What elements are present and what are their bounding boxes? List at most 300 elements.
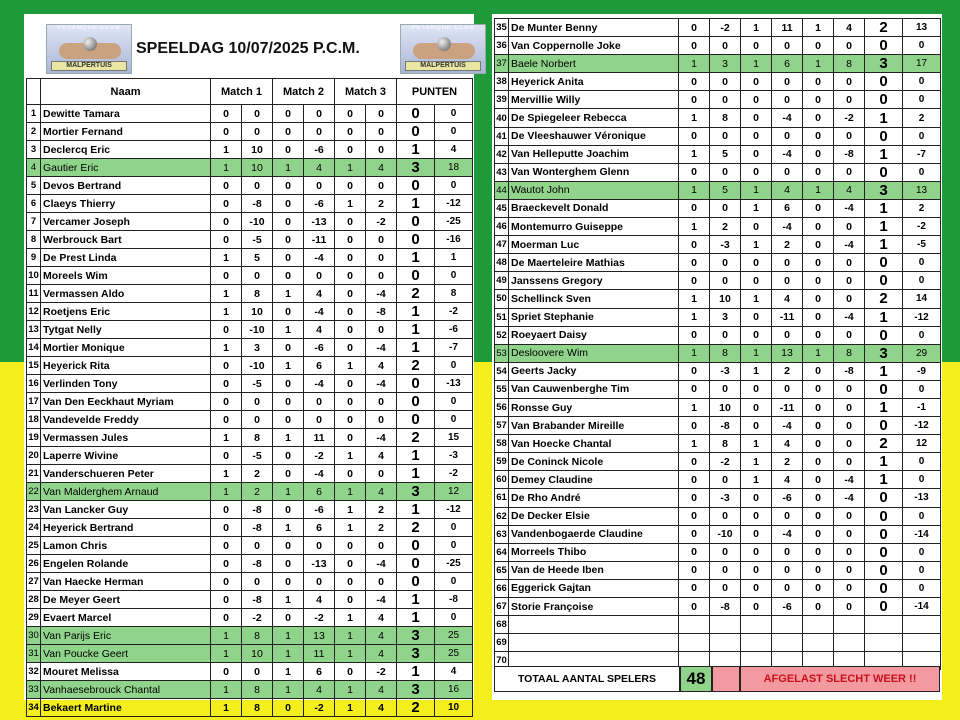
table-row bbox=[27, 573, 473, 591]
match2-score: 4 bbox=[304, 159, 335, 177]
total-points: 0 bbox=[397, 177, 435, 195]
match3-won: 0 bbox=[803, 453, 834, 471]
match1-score: 8 bbox=[242, 429, 273, 447]
match3-score: 0 bbox=[834, 290, 865, 308]
match2-won: 1 bbox=[273, 681, 304, 699]
match3-won: 1 bbox=[335, 519, 366, 537]
point-difference: 0 bbox=[435, 105, 473, 123]
match1-score: 0 bbox=[710, 380, 741, 398]
match1-won: 0 bbox=[211, 663, 242, 681]
player-number: 65 bbox=[495, 561, 509, 579]
match3-score: -4 bbox=[366, 591, 397, 609]
table-row bbox=[495, 525, 941, 543]
table-row bbox=[495, 199, 941, 217]
match1-score: 5 bbox=[710, 145, 741, 163]
club-logo-left bbox=[46, 24, 132, 74]
match2-won: 0 bbox=[741, 127, 772, 145]
match3-score: 0 bbox=[834, 453, 865, 471]
match2-score: -13 bbox=[304, 213, 335, 231]
player-number: 10 bbox=[27, 267, 41, 285]
match2-won: 1 bbox=[273, 429, 304, 447]
logo-top-text: PETANQUE CLUB bbox=[411, 25, 475, 31]
match2-score: 0 bbox=[772, 272, 803, 290]
match1-score: -8 bbox=[242, 501, 273, 519]
player-name: Van Poucke Geert bbox=[41, 645, 211, 663]
match3-score: 0 bbox=[834, 525, 865, 543]
total-points: 1 bbox=[397, 321, 435, 339]
match2-won: 1 bbox=[741, 344, 772, 362]
match2-score: 0 bbox=[772, 326, 803, 344]
player-name: Werbrouck Bart bbox=[41, 231, 211, 249]
total-points: 1 bbox=[865, 236, 903, 254]
match1-won: 0 bbox=[211, 195, 242, 213]
match3-won: 0 bbox=[335, 177, 366, 195]
total-points: 1 bbox=[865, 453, 903, 471]
match2-won: 0 bbox=[741, 579, 772, 597]
match3-score: -4 bbox=[366, 339, 397, 357]
match1-won: 1 bbox=[679, 290, 710, 308]
match3-score: 0 bbox=[366, 393, 397, 411]
match2-won: 1 bbox=[273, 519, 304, 537]
player-number: 24 bbox=[27, 519, 41, 537]
total-points: 0 bbox=[397, 267, 435, 285]
match1-won bbox=[679, 616, 710, 634]
match2-score: 0 bbox=[304, 411, 335, 429]
point-difference: 0 bbox=[435, 123, 473, 141]
match3-won: 0 bbox=[803, 398, 834, 416]
player-number: 62 bbox=[495, 507, 509, 525]
match3-won: 0 bbox=[335, 537, 366, 555]
match1-score: 0 bbox=[710, 579, 741, 597]
point-difference: 2 bbox=[903, 199, 941, 217]
point-difference: 0 bbox=[903, 91, 941, 109]
player-number: 15 bbox=[27, 357, 41, 375]
point-difference: 0 bbox=[435, 357, 473, 375]
point-difference: -2 bbox=[435, 303, 473, 321]
match3-score: 0 bbox=[366, 573, 397, 591]
results-table-right bbox=[494, 18, 941, 670]
player-number: 26 bbox=[27, 555, 41, 573]
player-name: Van Coppernolle Joke bbox=[509, 37, 679, 55]
match3-won: 0 bbox=[335, 321, 366, 339]
match2-won: 0 bbox=[741, 272, 772, 290]
table-row bbox=[27, 231, 473, 249]
table-row bbox=[495, 254, 941, 272]
player-name: Storie Françoise bbox=[509, 598, 679, 616]
match3-won: 1 bbox=[803, 344, 834, 362]
match1-won: 0 bbox=[211, 177, 242, 195]
table-row bbox=[495, 236, 941, 254]
total-points: 3 bbox=[397, 645, 435, 663]
match3-score: 0 bbox=[834, 417, 865, 435]
match3-won: 0 bbox=[803, 435, 834, 453]
player-number: 27 bbox=[27, 573, 41, 591]
player-number: 6 bbox=[27, 195, 41, 213]
point-difference: 0 bbox=[903, 561, 941, 579]
match2-score: 13 bbox=[304, 627, 335, 645]
match2-score: 0 bbox=[772, 254, 803, 272]
match3-won: 0 bbox=[803, 543, 834, 561]
match3-won: 0 bbox=[803, 326, 834, 344]
point-difference: 0 bbox=[435, 609, 473, 627]
player-number: 22 bbox=[27, 483, 41, 501]
table-row bbox=[27, 699, 473, 717]
match1-won: 1 bbox=[679, 218, 710, 236]
player-name: De Coninck Nicole bbox=[509, 453, 679, 471]
point-difference: -12 bbox=[435, 195, 473, 213]
player-name: Mouret Melissa bbox=[41, 663, 211, 681]
match2-won: 1 bbox=[273, 357, 304, 375]
player-number: 30 bbox=[27, 627, 41, 645]
total-points: 2 bbox=[865, 290, 903, 308]
point-difference: 0 bbox=[435, 519, 473, 537]
match3-won: 0 bbox=[335, 591, 366, 609]
total-points: 0 bbox=[397, 231, 435, 249]
match3-score: 0 bbox=[834, 543, 865, 561]
match1-won: 0 bbox=[211, 447, 242, 465]
total-points: 0 bbox=[865, 127, 903, 145]
match2-score: 4 bbox=[772, 471, 803, 489]
player-number: 33 bbox=[27, 681, 41, 699]
match3-won bbox=[803, 616, 834, 634]
total-points: 2 bbox=[397, 357, 435, 375]
match2-score: -6 bbox=[304, 501, 335, 519]
match3-score: 0 bbox=[834, 326, 865, 344]
match3-score: -2 bbox=[366, 213, 397, 231]
table-row bbox=[495, 163, 941, 181]
match3-won: 0 bbox=[335, 555, 366, 573]
match1-won: 0 bbox=[211, 267, 242, 285]
match2-score: -4 bbox=[304, 249, 335, 267]
match2-won: 1 bbox=[741, 55, 772, 73]
match2-won: 0 bbox=[273, 411, 304, 429]
match1-score: 0 bbox=[710, 471, 741, 489]
match2-won: 1 bbox=[273, 159, 304, 177]
match1-score: 2 bbox=[242, 483, 273, 501]
point-difference: 29 bbox=[903, 344, 941, 362]
total-points: 1 bbox=[865, 199, 903, 217]
player-number: 45 bbox=[495, 199, 509, 217]
table-row bbox=[27, 609, 473, 627]
match3-won: 0 bbox=[803, 561, 834, 579]
match1-won: 0 bbox=[211, 411, 242, 429]
match2-won: 1 bbox=[741, 236, 772, 254]
match3-score: 0 bbox=[366, 321, 397, 339]
match1-score: -10 bbox=[242, 213, 273, 231]
player-number: 40 bbox=[495, 109, 509, 127]
player-number: 60 bbox=[495, 471, 509, 489]
player-name bbox=[509, 616, 679, 634]
player-name: Roeyaert Daisy bbox=[509, 326, 679, 344]
player-name: Laperre Wivine bbox=[41, 447, 211, 465]
point-difference: -12 bbox=[903, 308, 941, 326]
point-difference: -6 bbox=[435, 321, 473, 339]
total-points: 0 bbox=[397, 213, 435, 231]
match2-score: 0 bbox=[304, 267, 335, 285]
point-difference: 0 bbox=[903, 272, 941, 290]
boule-icon bbox=[437, 37, 451, 51]
total-points: 3 bbox=[397, 483, 435, 501]
total-points: 0 bbox=[865, 272, 903, 290]
match2-score: 2 bbox=[772, 362, 803, 380]
match1-score: 0 bbox=[242, 573, 273, 591]
match3-won: 0 bbox=[803, 362, 834, 380]
match1-won: 0 bbox=[211, 123, 242, 141]
match1-score: 3 bbox=[242, 339, 273, 357]
match1-score: -5 bbox=[242, 447, 273, 465]
point-difference: 0 bbox=[903, 453, 941, 471]
match2-score: 0 bbox=[772, 561, 803, 579]
match2-won: 0 bbox=[741, 543, 772, 561]
player-name bbox=[509, 634, 679, 652]
footer-spacer bbox=[712, 666, 740, 692]
match2-won: 0 bbox=[273, 609, 304, 627]
point-difference: -9 bbox=[903, 362, 941, 380]
match1-score: 8 bbox=[242, 681, 273, 699]
player-number: 67 bbox=[495, 598, 509, 616]
match2-won: 1 bbox=[741, 290, 772, 308]
point-difference: -12 bbox=[435, 501, 473, 519]
player-number: 34 bbox=[27, 699, 41, 717]
match2-won: 0 bbox=[741, 525, 772, 543]
match1-won: 0 bbox=[211, 213, 242, 231]
match3-won: 0 bbox=[335, 375, 366, 393]
total-points: 0 bbox=[397, 105, 435, 123]
player-number: 29 bbox=[27, 609, 41, 627]
table-row bbox=[495, 109, 941, 127]
match3-won: 1 bbox=[335, 609, 366, 627]
point-difference: 1 bbox=[435, 249, 473, 267]
player-name: Dewitte Tamara bbox=[41, 105, 211, 123]
total-points: 1 bbox=[397, 141, 435, 159]
point-difference: 0 bbox=[903, 543, 941, 561]
match2-score: 6 bbox=[304, 357, 335, 375]
match2-won: 1 bbox=[273, 591, 304, 609]
player-name: Vandevelde Freddy bbox=[41, 411, 211, 429]
match1-score: 8 bbox=[710, 109, 741, 127]
total-points: 0 bbox=[397, 555, 435, 573]
match1-score: 0 bbox=[710, 326, 741, 344]
match2-won: 0 bbox=[273, 501, 304, 519]
player-number: 53 bbox=[495, 344, 509, 362]
match1-won: 1 bbox=[679, 435, 710, 453]
match1-won: 0 bbox=[211, 231, 242, 249]
point-difference: -7 bbox=[903, 145, 941, 163]
match1-score: 0 bbox=[710, 254, 741, 272]
match1-won: 0 bbox=[679, 598, 710, 616]
match3-score: 4 bbox=[366, 447, 397, 465]
player-name: Van Brabander Mireille bbox=[509, 417, 679, 435]
match2-won: 0 bbox=[273, 195, 304, 213]
match1-score: 8 bbox=[710, 435, 741, 453]
player-number: 36 bbox=[495, 37, 509, 55]
total-points: 0 bbox=[397, 393, 435, 411]
table-row bbox=[495, 73, 941, 91]
total-points: 1 bbox=[397, 609, 435, 627]
point-difference: 12 bbox=[435, 483, 473, 501]
match3-won: 0 bbox=[335, 339, 366, 357]
match1-score: -10 bbox=[710, 525, 741, 543]
total-points: 1 bbox=[397, 339, 435, 357]
table-row bbox=[495, 308, 941, 326]
match1-won: 0 bbox=[679, 236, 710, 254]
player-number: 61 bbox=[495, 489, 509, 507]
match2-score: 13 bbox=[772, 344, 803, 362]
match2-score: 4 bbox=[304, 591, 335, 609]
match2-score: 0 bbox=[772, 91, 803, 109]
match3-won: 0 bbox=[803, 308, 834, 326]
match3-score: 0 bbox=[366, 249, 397, 267]
match3-won: 1 bbox=[335, 357, 366, 375]
match2-won: 0 bbox=[741, 254, 772, 272]
match1-won bbox=[679, 634, 710, 652]
total-players-label: TOTAAL AANTAL SPELERS bbox=[494, 666, 680, 692]
total-points: 1 bbox=[397, 195, 435, 213]
match1-won: 0 bbox=[679, 471, 710, 489]
match1-won: 0 bbox=[679, 417, 710, 435]
point-difference: 13 bbox=[903, 19, 941, 37]
point-difference: 2 bbox=[903, 109, 941, 127]
match2-score: -11 bbox=[772, 308, 803, 326]
match1-score: -8 bbox=[242, 195, 273, 213]
match1-score: 10 bbox=[242, 141, 273, 159]
match3-won: 0 bbox=[803, 236, 834, 254]
match1-won: 0 bbox=[679, 507, 710, 525]
total-points: 3 bbox=[397, 681, 435, 699]
player-number: 5 bbox=[27, 177, 41, 195]
match2-won: 1 bbox=[273, 321, 304, 339]
match3-score: -8 bbox=[834, 362, 865, 380]
match1-won: 0 bbox=[211, 609, 242, 627]
match3-won: 0 bbox=[335, 393, 366, 411]
point-difference: -13 bbox=[435, 375, 473, 393]
match1-won: 0 bbox=[679, 362, 710, 380]
match1-won: 1 bbox=[211, 429, 242, 447]
table-row bbox=[495, 37, 941, 55]
match2-score: -11 bbox=[304, 231, 335, 249]
match2-won: 0 bbox=[741, 398, 772, 416]
player-name: Vanderschueren Peter bbox=[41, 465, 211, 483]
match3-won: 0 bbox=[335, 249, 366, 267]
table-row bbox=[495, 398, 941, 416]
player-name: Van Malderghem Arnaud bbox=[41, 483, 211, 501]
match1-won: 0 bbox=[679, 525, 710, 543]
match2-won: 0 bbox=[741, 218, 772, 236]
match1-score: -8 bbox=[242, 591, 273, 609]
match2-score: 4 bbox=[772, 181, 803, 199]
match3-won: 0 bbox=[335, 573, 366, 591]
player-number: 59 bbox=[495, 453, 509, 471]
match2-score: 0 bbox=[304, 105, 335, 123]
match3-score: 0 bbox=[834, 218, 865, 236]
player-name: Wautot John bbox=[509, 181, 679, 199]
results-table-left bbox=[26, 78, 473, 717]
match2-won: 0 bbox=[273, 303, 304, 321]
player-number: 46 bbox=[495, 218, 509, 236]
player-name: Evaert Marcel bbox=[41, 609, 211, 627]
player-name: Janssens Gregory bbox=[509, 272, 679, 290]
match1-won: 0 bbox=[679, 579, 710, 597]
point-difference: 0 bbox=[903, 163, 941, 181]
match1-won: 1 bbox=[679, 181, 710, 199]
table-row bbox=[495, 145, 941, 163]
table-header-row bbox=[27, 79, 473, 105]
table-row bbox=[495, 453, 941, 471]
match2-score: -4 bbox=[772, 525, 803, 543]
match1-score: 10 bbox=[242, 303, 273, 321]
player-number: 41 bbox=[495, 127, 509, 145]
point-difference: 0 bbox=[903, 471, 941, 489]
point-difference: 15 bbox=[435, 429, 473, 447]
total-points bbox=[865, 634, 903, 652]
point-difference: -25 bbox=[435, 213, 473, 231]
table-row bbox=[27, 681, 473, 699]
match1-score: -10 bbox=[242, 321, 273, 339]
player-number: 50 bbox=[495, 290, 509, 308]
table-row bbox=[495, 417, 941, 435]
match2-score: 6 bbox=[772, 55, 803, 73]
player-name: Verlinden Tony bbox=[41, 375, 211, 393]
match3-score: 8 bbox=[834, 344, 865, 362]
player-number: 35 bbox=[495, 19, 509, 37]
total-points: 0 bbox=[397, 123, 435, 141]
match3-won: 0 bbox=[803, 37, 834, 55]
player-name: Vermassen Jules bbox=[41, 429, 211, 447]
match2-score: 0 bbox=[772, 380, 803, 398]
point-difference: -12 bbox=[903, 417, 941, 435]
match1-score: -5 bbox=[242, 231, 273, 249]
match2-won: 0 bbox=[741, 145, 772, 163]
player-number: 69 bbox=[495, 634, 509, 652]
point-difference: 13 bbox=[903, 181, 941, 199]
match1-won: 0 bbox=[679, 543, 710, 561]
match3-won: 0 bbox=[803, 91, 834, 109]
match2-won: 0 bbox=[273, 465, 304, 483]
header-match2: Match 2 bbox=[273, 79, 335, 105]
table-row bbox=[27, 663, 473, 681]
player-name: Spriet Stephanie bbox=[509, 308, 679, 326]
total-points: 2 bbox=[865, 435, 903, 453]
match2-won: 0 bbox=[741, 507, 772, 525]
table-row bbox=[27, 195, 473, 213]
player-name: Van Helleputte Joachim bbox=[509, 145, 679, 163]
match1-score: 8 bbox=[242, 627, 273, 645]
match3-score: 0 bbox=[834, 579, 865, 597]
match3-score: 0 bbox=[834, 380, 865, 398]
match2-score: 0 bbox=[304, 177, 335, 195]
player-number: 47 bbox=[495, 236, 509, 254]
match1-won: 1 bbox=[211, 645, 242, 663]
match3-score: 4 bbox=[366, 645, 397, 663]
total-points: 0 bbox=[865, 417, 903, 435]
match2-score: -4 bbox=[304, 465, 335, 483]
point-difference: 0 bbox=[903, 127, 941, 145]
match2-won: 1 bbox=[741, 19, 772, 37]
point-difference: 0 bbox=[903, 73, 941, 91]
table-row bbox=[495, 91, 941, 109]
player-name: Demey Claudine bbox=[509, 471, 679, 489]
table-row bbox=[27, 213, 473, 231]
point-difference: 12 bbox=[903, 435, 941, 453]
player-name: Braeckevelt Donald bbox=[509, 199, 679, 217]
table-row bbox=[495, 579, 941, 597]
table-row bbox=[27, 159, 473, 177]
match1-score: -2 bbox=[710, 453, 741, 471]
match1-won: 0 bbox=[211, 555, 242, 573]
total-points: 2 bbox=[397, 519, 435, 537]
player-number: 9 bbox=[27, 249, 41, 267]
match1-score: 0 bbox=[242, 123, 273, 141]
